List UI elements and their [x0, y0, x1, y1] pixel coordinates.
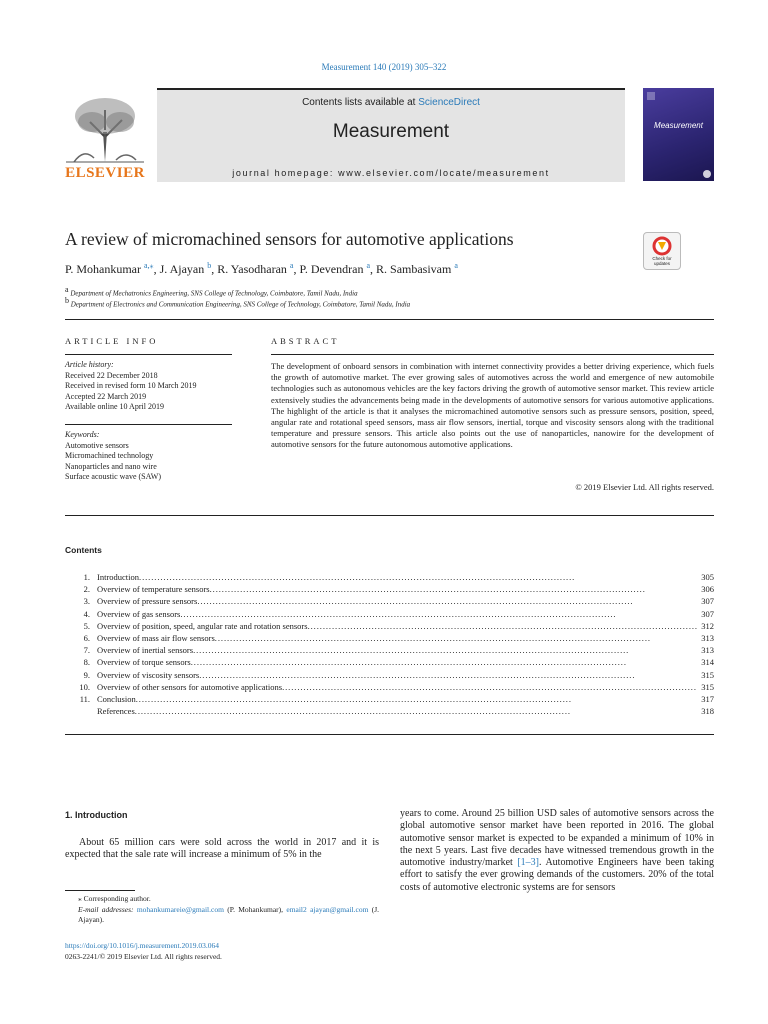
doi-link[interactable]: https://doi.org/10.1016/j.measurement.2019.03.064 — [65, 941, 220, 950]
affiliation-text: Department of Mechatronics Engineering, SNS College of Technology, Coimbatore, Tamil Nadu, India — [70, 289, 358, 298]
contents-available-label: Contents lists available at — [302, 97, 419, 108]
divider — [65, 734, 714, 735]
toc-leader — [210, 583, 698, 595]
footnote-divider — [65, 890, 135, 891]
toc-entry[interactable] — [65, 620, 714, 632]
toc-number: 5. — [83, 620, 90, 631]
toc-page: 318 — [701, 706, 714, 717]
divider — [65, 319, 714, 320]
toc-leader — [215, 632, 697, 644]
toc-entry[interactable] — [65, 583, 714, 595]
toc-page: 313 — [701, 645, 714, 656]
article-title: A review of micromachined sensors for automotive applications — [65, 229, 514, 249]
toc-entry[interactable] — [65, 693, 714, 705]
toc-entry[interactable] — [65, 656, 714, 668]
affiliation-marker: b — [65, 296, 69, 305]
table-of-contents — [65, 571, 714, 717]
email-link[interactable]: mohankumareie@gmail.com — [136, 904, 224, 914]
affiliation-marker: a — [65, 285, 69, 294]
toc-leader — [139, 571, 697, 583]
toc-title[interactable]: Overview of pressure sensors — [97, 596, 198, 607]
body-paragraph — [400, 808, 714, 894]
history-item: Received in revised form 10 March 2019 — [65, 381, 197, 390]
author-affiliation-marker[interactable]: a,⁎ — [144, 261, 154, 270]
divider — [65, 354, 232, 355]
toc-number: 6. — [83, 632, 90, 643]
article-history — [65, 360, 235, 413]
toc-leader — [136, 693, 698, 705]
cover-pattern-icon — [643, 88, 714, 181]
toc-number: 8. — [83, 657, 90, 668]
toc-leader — [191, 656, 698, 668]
toc-page: 312 — [701, 620, 714, 631]
toc-number — [65, 705, 93, 717]
toc-title[interactable]: Overview of viscosity sensors — [97, 669, 200, 680]
journal-citation-link[interactable]: Measurement 140 (2019) 305–322 — [321, 62, 447, 72]
cover-title: Measurement — [654, 121, 703, 130]
divider — [65, 515, 714, 516]
history-label: Article history: — [65, 360, 114, 369]
issn-line: 0263-2241/© 2019 Elsevier Ltd. All rights reserved. — [65, 952, 222, 961]
author-affiliation-marker[interactable]: a — [289, 261, 294, 270]
toc-page: 306 — [701, 584, 714, 595]
history-item: Available online 10 April 2019 — [65, 402, 164, 411]
affiliation-text: Department of Electronics and Communication Engineering, SNS College of Technology, Coimbatore, Tamil Nadu, India — [70, 300, 411, 309]
citation-reference-link[interactable]: [1–3] — [517, 857, 539, 869]
author-name[interactable]: J. Ajayan — [159, 262, 205, 276]
sciencedirect-link[interactable]: ScienceDirect — [418, 97, 480, 108]
toc-leader — [180, 608, 697, 620]
keyword-item: Surface acoustic wave (SAW) — [65, 472, 161, 481]
toc-entry[interactable] — [65, 632, 714, 644]
author-list: P. Mohankumar $^{a,⁎}$, J. Ajayan $^b$, R. Yasodharan $^a$, P. Devendran $^a$, R. Sambasivam $^a$ — [65, 261, 458, 276]
toc-entry[interactable] — [65, 644, 714, 656]
copyright-notice: © 2019 Elsevier Ltd. All rights reserved. — [575, 482, 714, 492]
contents-heading: Contents — [65, 545, 102, 555]
author-name[interactable]: P. Devendran — [299, 262, 364, 276]
journal-cover-image[interactable] — [643, 88, 714, 181]
keywords-label: Keywords: — [65, 430, 100, 439]
toc-number: 11. — [79, 693, 90, 704]
toc-page: 313 — [701, 632, 714, 643]
email-line — [65, 905, 379, 926]
toc-title[interactable]: Overview of position, speed, angular rate and rotation sensors — [97, 620, 308, 631]
toc-entry[interactable] — [65, 595, 714, 607]
toc-page: 305 — [701, 572, 714, 582]
article-info-heading: ARTICLE INFO — [65, 336, 159, 346]
journal-name: Measurement — [332, 121, 450, 142]
section-heading: 1. Introduction — [65, 810, 128, 820]
check-updates-label: Check for updates — [652, 256, 672, 266]
toc-number: 2. — [83, 584, 90, 595]
toc-page: 315 — [701, 681, 714, 692]
toc-title[interactable]: Conclusion — [97, 693, 136, 704]
toc-entry[interactable] — [65, 571, 714, 583]
author-name[interactable]: P. Mohankumar — [65, 262, 141, 276]
divider — [65, 424, 232, 425]
keyword-item: Nanoparticles and nano wire — [65, 461, 157, 471]
toc-entry[interactable] — [65, 608, 714, 620]
toc-number: 4. — [83, 608, 90, 619]
body-text: years to come. Around 25 billion USD sales of automotive sensors across the global automotive sensor market have been reported in 2016. The global automotive sensor market is expected to be expanded a minimum of 10% in the next 5 years. Last five decades have witnessed tremendous growth in the automotive industry/market — [400, 808, 714, 869]
author-name[interactable]: R. Yasodharan — [217, 262, 287, 276]
journal-homepage-link[interactable]: journal homepage: www.elsevier.com/locate/measurement — [232, 168, 550, 178]
email-owner: (P. Mohankumar), — [227, 904, 284, 914]
history-item: Received 22 December 2018 — [65, 370, 158, 380]
author-affiliation-marker[interactable]: b — [207, 261, 212, 270]
toc-entry[interactable] — [65, 669, 714, 681]
keyword-item: Automotive sensors — [65, 440, 129, 450]
toc-title[interactable]: Overview of mass air flow sensors — [97, 632, 215, 643]
keywords — [65, 430, 235, 483]
toc-leader — [282, 681, 697, 693]
toc-page: 307 — [701, 596, 714, 607]
toc-leader — [199, 669, 697, 681]
keyword-item: Micromachined technology — [65, 451, 154, 460]
toc-number: 1. — [83, 572, 90, 582]
toc-entry[interactable] — [65, 681, 714, 693]
toc-number: 9. — [83, 669, 90, 680]
toc-number: 3. — [83, 596, 90, 607]
body-text: . Automotive Engineers have been taking effort to satisfy the ever growing demands of the customers. 20% of the total costs of automotive electronic systems are for sensors — [400, 857, 714, 893]
abstract-text: The development of onboard sensors in combination with internet connectivity provides a better driving experience, which fuels the growth of automotive market. The ever growing sales of automotives across the world and emergence of new automobile technologies such as autonomous vehicles are the key factors driving the growth of automotive sensor market. This review article extensively studies the advancements being made in the developments of automotive sensors for various automotive applications. The highlight of the article is that it analyses the micromachined automotive sensors such as pressure sensors, position, speed, angular rate and rotational speed sensors, mass air flow sensors, inertial, torque and viscosity sensors along with the traditional temperature and pressure sensors. This article also points out the use of nanoparticles, nanowire for the development of automotive sensors for the future autonomous automotive applications. — [271, 361, 714, 450]
corresponding-author-note: ⁎ Corresponding author. — [78, 894, 151, 903]
contents-available-line — [157, 97, 625, 108]
toc-leader — [197, 595, 697, 607]
toc-title[interactable]: References — [97, 706, 135, 717]
toc-title[interactable]: Overview of gas sensors — [97, 608, 181, 619]
toc-leader — [193, 644, 697, 656]
toc-number: 7. — [83, 645, 90, 656]
toc-page: 315 — [701, 669, 714, 680]
toc-leader — [308, 620, 698, 632]
toc-leader — [135, 705, 697, 717]
toc-title[interactable]: Introduction — [97, 572, 140, 582]
author-affiliation-marker[interactable]: a — [454, 261, 458, 270]
author-affiliation-marker[interactable]: a — [366, 261, 371, 270]
email-label: E-mail addresses: — [78, 904, 134, 914]
divider — [271, 354, 714, 355]
toc-title[interactable]: Overview of torque sensors — [97, 657, 191, 668]
toc-page: 314 — [701, 657, 714, 668]
history-item: Accepted 22 March 2019 — [65, 391, 147, 401]
toc-number: 10. — [79, 681, 90, 692]
toc-title[interactable]: Overview of other sensors for automotive applications — [97, 681, 283, 692]
footnote — [65, 894, 379, 926]
author-name[interactable]: R. Sambasivam — [376, 262, 452, 276]
email-owner: (J. Ajayan). — [78, 904, 380, 924]
toc-title[interactable]: Overview of inertial sensors — [97, 645, 194, 656]
check-for-updates-button[interactable] — [643, 232, 681, 270]
journal-header — [157, 88, 625, 182]
toc-title[interactable]: Overview of temperature sensors — [97, 584, 210, 595]
abstract-heading: ABSTRACT — [271, 336, 340, 346]
toc-entry[interactable] — [65, 705, 714, 717]
elsevier-logo-text: ELSEVIER — [65, 165, 145, 181]
toc-page: 317 — [701, 693, 714, 704]
email-link[interactable]: email2 ajayan@gmail.com — [286, 904, 369, 914]
toc-page: 307 — [701, 608, 714, 619]
affiliation — [65, 296, 410, 308]
body-paragraph: About 65 million cars were sold across the world in 2017 and it is expected that the sale rate will increase a minimum of 5% in the — [65, 837, 379, 861]
